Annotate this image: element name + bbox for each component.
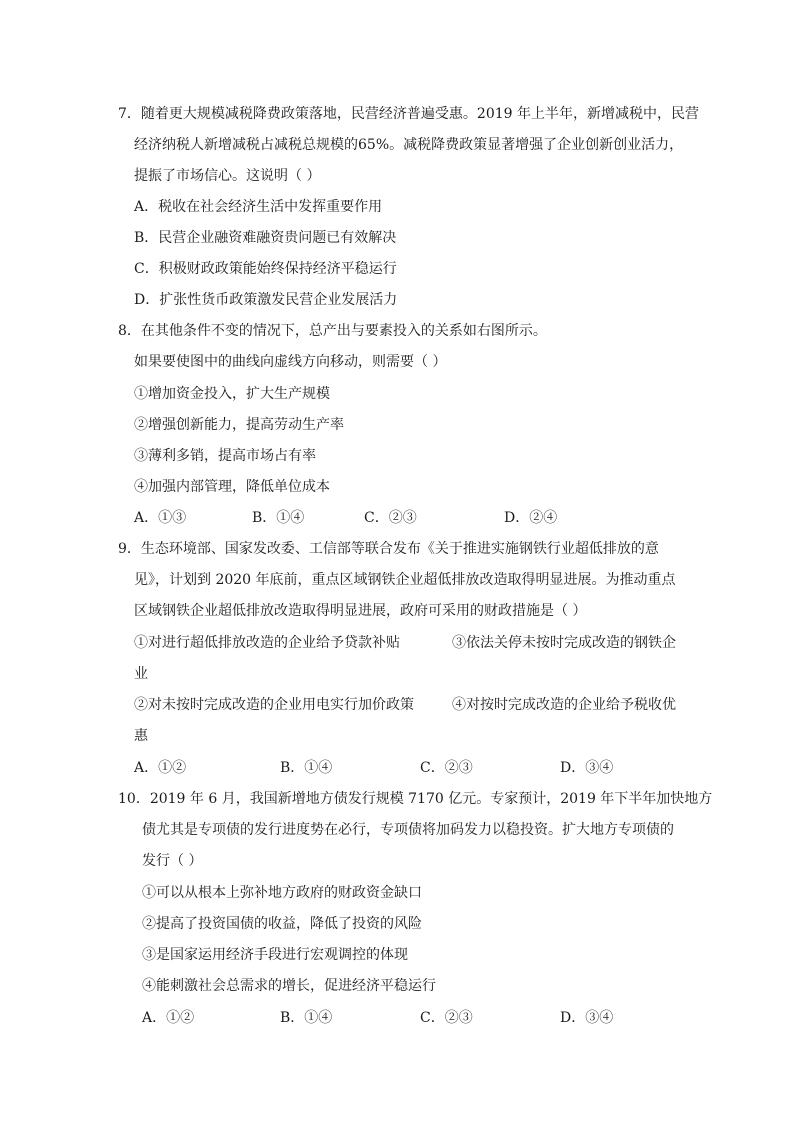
q8-choice-d: D．②④ bbox=[504, 510, 558, 526]
q9-stem-line-1: 9．生态环境部、国家发改委、工信部等联合发布《关于推进实施钢铁行业超低排放的意 bbox=[118, 541, 659, 557]
q10-item-1: ①可以从根本上弥补地方政府的财政资金缺口 bbox=[142, 885, 422, 901]
q8-stem-line-2: 如果要使图中的曲线向虚线方向移动，则需要（ ） bbox=[134, 354, 447, 370]
q10-stem-line-3: 发行（ ） bbox=[142, 853, 203, 869]
q8-choice-a: A．①③ bbox=[134, 510, 187, 526]
q9-item-2: ②对未按时完成改造的企业用电实行加价政策 bbox=[134, 697, 414, 713]
q9-item-4-continued: 惠 bbox=[134, 728, 148, 744]
q10-choice-d: D．③④ bbox=[560, 1010, 614, 1026]
q7-stem-line-1: 7．随着更大规模减税降费政策落地，民营经济普遍受惠。2019 年上半年，新增减税中，民营 bbox=[118, 106, 699, 122]
q8-stem-line-1: 8．在其他条件不变的情况下，总产出与要素投入的关系如右图所示。 bbox=[118, 323, 547, 339]
q8-choice-b: B．①④ bbox=[252, 510, 305, 526]
q7-stem-line-2: 经济纳税人新增减税占减税总规模的65%。减税降费政策显著增强了企业创新创业活力， bbox=[134, 137, 684, 153]
q8-item-1: ①增加资金投入，扩大生产规模 bbox=[134, 386, 330, 402]
q7-stem-line-3: 提振了市场信心。这说明（ ） bbox=[134, 168, 321, 184]
q10-choice-b: B．①④ bbox=[280, 1010, 333, 1026]
q9-choice-b: B．①④ bbox=[280, 760, 333, 776]
q10-choice-c: C．②③ bbox=[420, 1010, 473, 1026]
q10-item-4: ④能刺激社会总需求的增长，促进经济平稳运行 bbox=[142, 978, 436, 994]
q9-stem-line-3: 区域钢铁企业超低排放改造取得明显进展，政府可采用的财政措施是（ ） bbox=[134, 603, 587, 619]
q9-choice-a: A．①② bbox=[134, 760, 187, 776]
q8-item-2: ②增强创新能力，提高劳动生产率 bbox=[134, 417, 344, 433]
q7-option-d: D．扩张性货币政策激发民营企业发展活力 bbox=[134, 292, 398, 308]
q9-item-1: ①对进行超低排放改造的企业给予贷款补贴 bbox=[134, 635, 400, 651]
q9-item-4: ④对按时完成改造的企业给予税收优 bbox=[452, 697, 676, 713]
q8-item-3: ③薄利多销，提高市场占有率 bbox=[134, 448, 316, 464]
q10-item-3: ③是国家运用经济手段进行宏观调控的体现 bbox=[142, 947, 408, 963]
q9-choice-c: C．②③ bbox=[420, 760, 473, 776]
q9-choice-d: D．③④ bbox=[560, 760, 614, 776]
q9-item-3: ③依法关停未按时完成改造的钢铁企 bbox=[452, 635, 676, 651]
q10-item-2: ②提高了投资国债的收益，降低了投资的风险 bbox=[142, 916, 422, 932]
q7-option-a: A．税收在社会经济生活中发挥重要作用 bbox=[134, 199, 383, 215]
q9-stem-line-2: 见》，计划到 2020 年底前，重点区域钢铁企业超低排放改造取得明显进展。为推动重点 bbox=[134, 572, 676, 588]
q7-option-b: B．民营企业融资难融资贵问题已有效解决 bbox=[134, 230, 397, 246]
q8-choice-c: C．②③ bbox=[364, 510, 417, 526]
q10-stem-line-2: 债尤其是专项债的发行进度势在必行，专项债将加码发力以稳投资。扩大地方专项债的 bbox=[142, 822, 674, 838]
q9-item-3-continued: 业 bbox=[134, 666, 148, 682]
q8-item-4: ④加强内部管理，降低单位成本 bbox=[134, 479, 330, 495]
q7-option-c: C．积极财政政策能始终保持经济平稳运行 bbox=[134, 261, 397, 277]
q10-choice-a: A．①② bbox=[142, 1010, 195, 1026]
q10-stem-line-1: 10．2019 年 6 月，我国新增地方债发行规模 7170 亿元。专家预计，2019 年下半年加快地方 bbox=[118, 791, 713, 807]
